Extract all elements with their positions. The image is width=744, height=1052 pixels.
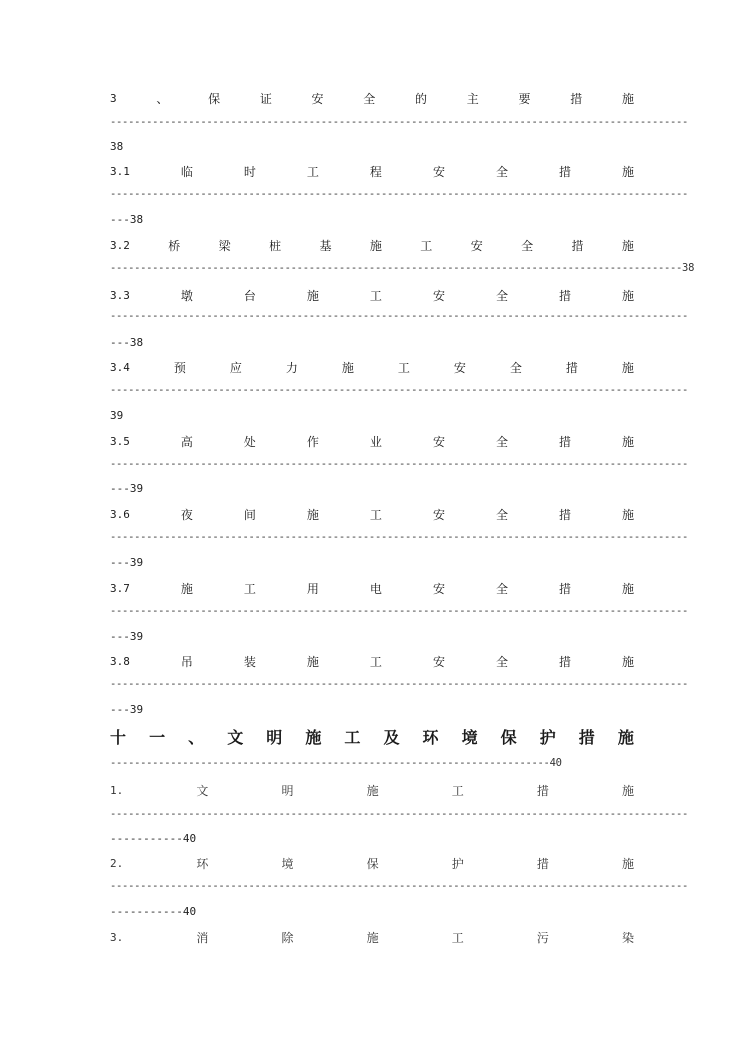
entry-title-char: 消 [196, 930, 209, 945]
dot-leader: ------------------------------------------------------------------------------------------------ [110, 678, 689, 690]
entry-title-char: 施 [621, 507, 634, 522]
entry-title-char: 时 [243, 164, 256, 179]
entry-title-char: 全 [495, 164, 508, 179]
entry-title-char: 十 [110, 727, 127, 747]
page-number: ---39 [110, 703, 144, 716]
entry-title-char: 基 [319, 238, 332, 253]
entry-title-char: 措 [558, 581, 571, 596]
entry-title-char: 施 [621, 164, 634, 179]
entry-title-char: 施 [341, 360, 354, 375]
entry-title-char: 工 [397, 360, 410, 375]
entry-title-char: 措 [565, 360, 578, 375]
entry-title-char: 安 [432, 581, 445, 596]
entry-title-char: 全 [495, 288, 508, 303]
entry-title-char: 施 [621, 288, 634, 303]
entry-title-char: 证 [259, 91, 272, 106]
entry-title-char: 明 [281, 783, 294, 798]
entry-title-char: 施 [621, 581, 634, 596]
entry-title-char: 梁 [218, 238, 231, 253]
entry-title-char: 安 [432, 288, 445, 303]
dot-leader: -----------------------------------------------------------------------------------------------38 [110, 262, 695, 274]
entry-title-char: 全 [509, 360, 522, 375]
toc-entry[interactable] [110, 780, 634, 800]
entry-title-char: 、 [188, 727, 205, 747]
dot-leader: ------------------------------------------------------------------------------------------------ [110, 808, 689, 820]
dot-leader: ------------------------------------------------------------------------------------------------ [110, 605, 689, 617]
entry-title-char: 安 [432, 164, 445, 179]
entry-title-char: 安 [432, 507, 445, 522]
entry-title-char: 工 [369, 507, 382, 522]
entry-title-char: 施 [180, 581, 193, 596]
entry-number: 3.2 [110, 238, 130, 252]
toc-entry[interactable] [110, 651, 634, 671]
toc-entry[interactable] [110, 724, 634, 748]
toc-entry[interactable] [110, 853, 634, 873]
entry-title-char: 间 [243, 507, 256, 522]
dot-leader: ------------------------------------------------------------------------------------------------ [110, 384, 689, 396]
entry-title-char: 业 [369, 434, 382, 449]
entry-title-char: 程 [369, 164, 382, 179]
entry-title-char: 施 [366, 783, 379, 798]
entry-title-char: 施 [621, 360, 634, 375]
entry-title-char: 措 [558, 164, 571, 179]
entry-title-char: 染 [621, 930, 634, 945]
entry-title-char: 工 [369, 654, 382, 669]
entry-title-char: 安 [432, 434, 445, 449]
entry-number: 3 [110, 91, 117, 105]
entry-title-char: 保 [366, 856, 379, 871]
entry-title-char: 安 [432, 654, 445, 669]
page-number: -----------40 [110, 832, 197, 845]
page-number: -----------40 [110, 905, 197, 918]
page-number: 39 [110, 409, 124, 422]
entry-title-char: 工 [451, 783, 464, 798]
page-number: ---39 [110, 556, 144, 569]
entry-title-char: 安 [311, 91, 324, 106]
entry-title-char: 措 [536, 783, 549, 798]
page-number: ---38 [110, 336, 144, 349]
entry-title-char: 全 [495, 507, 508, 522]
entry-title-char: 力 [285, 360, 298, 375]
dot-leader: ------------------------------------------------------------------------------------------------ [110, 531, 689, 543]
page-number: ---38 [110, 213, 144, 226]
entry-title-char: 保 [208, 91, 221, 106]
entry-title-char: 境 [461, 727, 478, 747]
toc-entry[interactable] [110, 161, 634, 181]
entry-title-char: 施 [306, 507, 319, 522]
entry-title-char: 除 [281, 930, 294, 945]
entry-title-char: 要 [518, 91, 531, 106]
entry-title-char: 措 [536, 856, 549, 871]
entry-title-char: 工 [420, 238, 433, 253]
entry-title-char: 措 [578, 727, 595, 747]
toc-entry[interactable] [110, 578, 634, 598]
page-number: 38 [110, 140, 124, 153]
entry-title-char: 安 [453, 360, 466, 375]
dot-leader: -------------------------------------------------------------------------40 [110, 757, 562, 769]
page-number: ---39 [110, 630, 144, 643]
toc-entry[interactable] [110, 927, 634, 947]
dot-leader: ------------------------------------------------------------------------------------------------ [110, 880, 689, 892]
entry-title-char: 环 [422, 727, 439, 747]
toc-entry[interactable] [110, 235, 634, 255]
entry-title-char: 台 [243, 288, 256, 303]
entry-title-char: 施 [617, 727, 634, 747]
entry-title-char: 墩 [180, 288, 193, 303]
entry-title-char: 施 [306, 654, 319, 669]
entry-title-char: 主 [466, 91, 479, 106]
entry-title-char: 工 [243, 581, 256, 596]
entry-title-char: 作 [306, 434, 319, 449]
entry-title-char: 安 [470, 238, 483, 253]
entry-title-char: 境 [281, 856, 294, 871]
entry-title-char: 施 [305, 727, 322, 747]
entry-title-char: 文 [196, 783, 209, 798]
entry-title-char: 一 [149, 727, 166, 747]
toc-entry[interactable] [110, 357, 634, 377]
entry-title-char: 环 [196, 856, 209, 871]
entry-title-char: 施 [621, 654, 634, 669]
entry-title-char: 处 [243, 434, 256, 449]
entry-title-char: 桩 [269, 238, 282, 253]
entry-title-char: 保 [500, 727, 517, 747]
entry-title-char: 全 [521, 238, 534, 253]
entry-title-char: 施 [621, 434, 634, 449]
entry-title-char: 施 [621, 238, 634, 253]
entry-number: 3.4 [110, 360, 130, 374]
entry-number: 3.7 [110, 581, 130, 595]
entry-title-char: 吊 [180, 654, 193, 669]
entry-title-char: 措 [558, 654, 571, 669]
entry-title-char: 全 [495, 434, 508, 449]
toc-entry[interactable] [110, 504, 634, 524]
entry-title-char: 文 [227, 727, 244, 747]
entry-number: 3.5 [110, 434, 130, 448]
entry-title-char: 及 [383, 727, 400, 747]
entry-number: 3.8 [110, 654, 130, 668]
entry-number: 1. [110, 783, 124, 797]
entry-title-char: 电 [369, 581, 382, 596]
entry-title-char: 高 [180, 434, 193, 449]
entry-title-char: 护 [451, 856, 464, 871]
entry-title-char: 预 [173, 360, 186, 375]
entry-title-char: 施 [621, 91, 634, 106]
entry-number: 3. [110, 930, 124, 944]
toc-entry[interactable] [110, 88, 634, 108]
entry-title-char: 工 [306, 164, 319, 179]
entry-title-char: 全 [495, 581, 508, 596]
entry-number: 3.3 [110, 288, 130, 302]
entry-title-char: 施 [366, 930, 379, 945]
dot-leader: ------------------------------------------------------------------------------------------------ [110, 188, 689, 200]
entry-title-char: 工 [344, 727, 361, 747]
entry-title-char: 工 [369, 288, 382, 303]
entry-title-char: 施 [621, 856, 634, 871]
entry-title-char: 措 [558, 434, 571, 449]
entry-title-char: 工 [451, 930, 464, 945]
entry-title-char: 措 [570, 91, 583, 106]
entry-title-char: 措 [558, 507, 571, 522]
toc-entry[interactable] [110, 431, 634, 451]
page-number: ---39 [110, 482, 144, 495]
entry-title-char: 明 [266, 727, 283, 747]
entry-title-char: 桥 [168, 238, 181, 253]
entry-title-char: 护 [539, 727, 556, 747]
entry-title-char: 用 [306, 581, 319, 596]
entry-number: 2. [110, 856, 124, 870]
entry-title-char: 全 [495, 654, 508, 669]
entry-title-char: 措 [571, 238, 584, 253]
entry-title-char: 施 [369, 238, 382, 253]
dot-leader: ------------------------------------------------------------------------------------------------ [110, 310, 689, 322]
entry-title-char: 施 [306, 288, 319, 303]
toc-entry[interactable] [110, 285, 634, 305]
entry-title-char: 应 [229, 360, 242, 375]
dot-leader: ------------------------------------------------------------------------------------------------ [110, 116, 689, 128]
entry-title-char: 临 [180, 164, 193, 179]
entry-number: 3.1 [110, 164, 130, 178]
entry-title-char: 施 [621, 783, 634, 798]
entry-title-char: 污 [536, 930, 549, 945]
entry-title-char: 的 [415, 91, 428, 106]
entry-title-char: 装 [243, 654, 256, 669]
entry-title-char: 全 [363, 91, 376, 106]
entry-title-char: 夜 [180, 507, 193, 522]
entry-number: 3.6 [110, 507, 130, 521]
dot-leader: ------------------------------------------------------------------------------------------------ [110, 458, 689, 470]
entry-title-char: 措 [558, 288, 571, 303]
entry-title-char: 、 [156, 91, 169, 106]
